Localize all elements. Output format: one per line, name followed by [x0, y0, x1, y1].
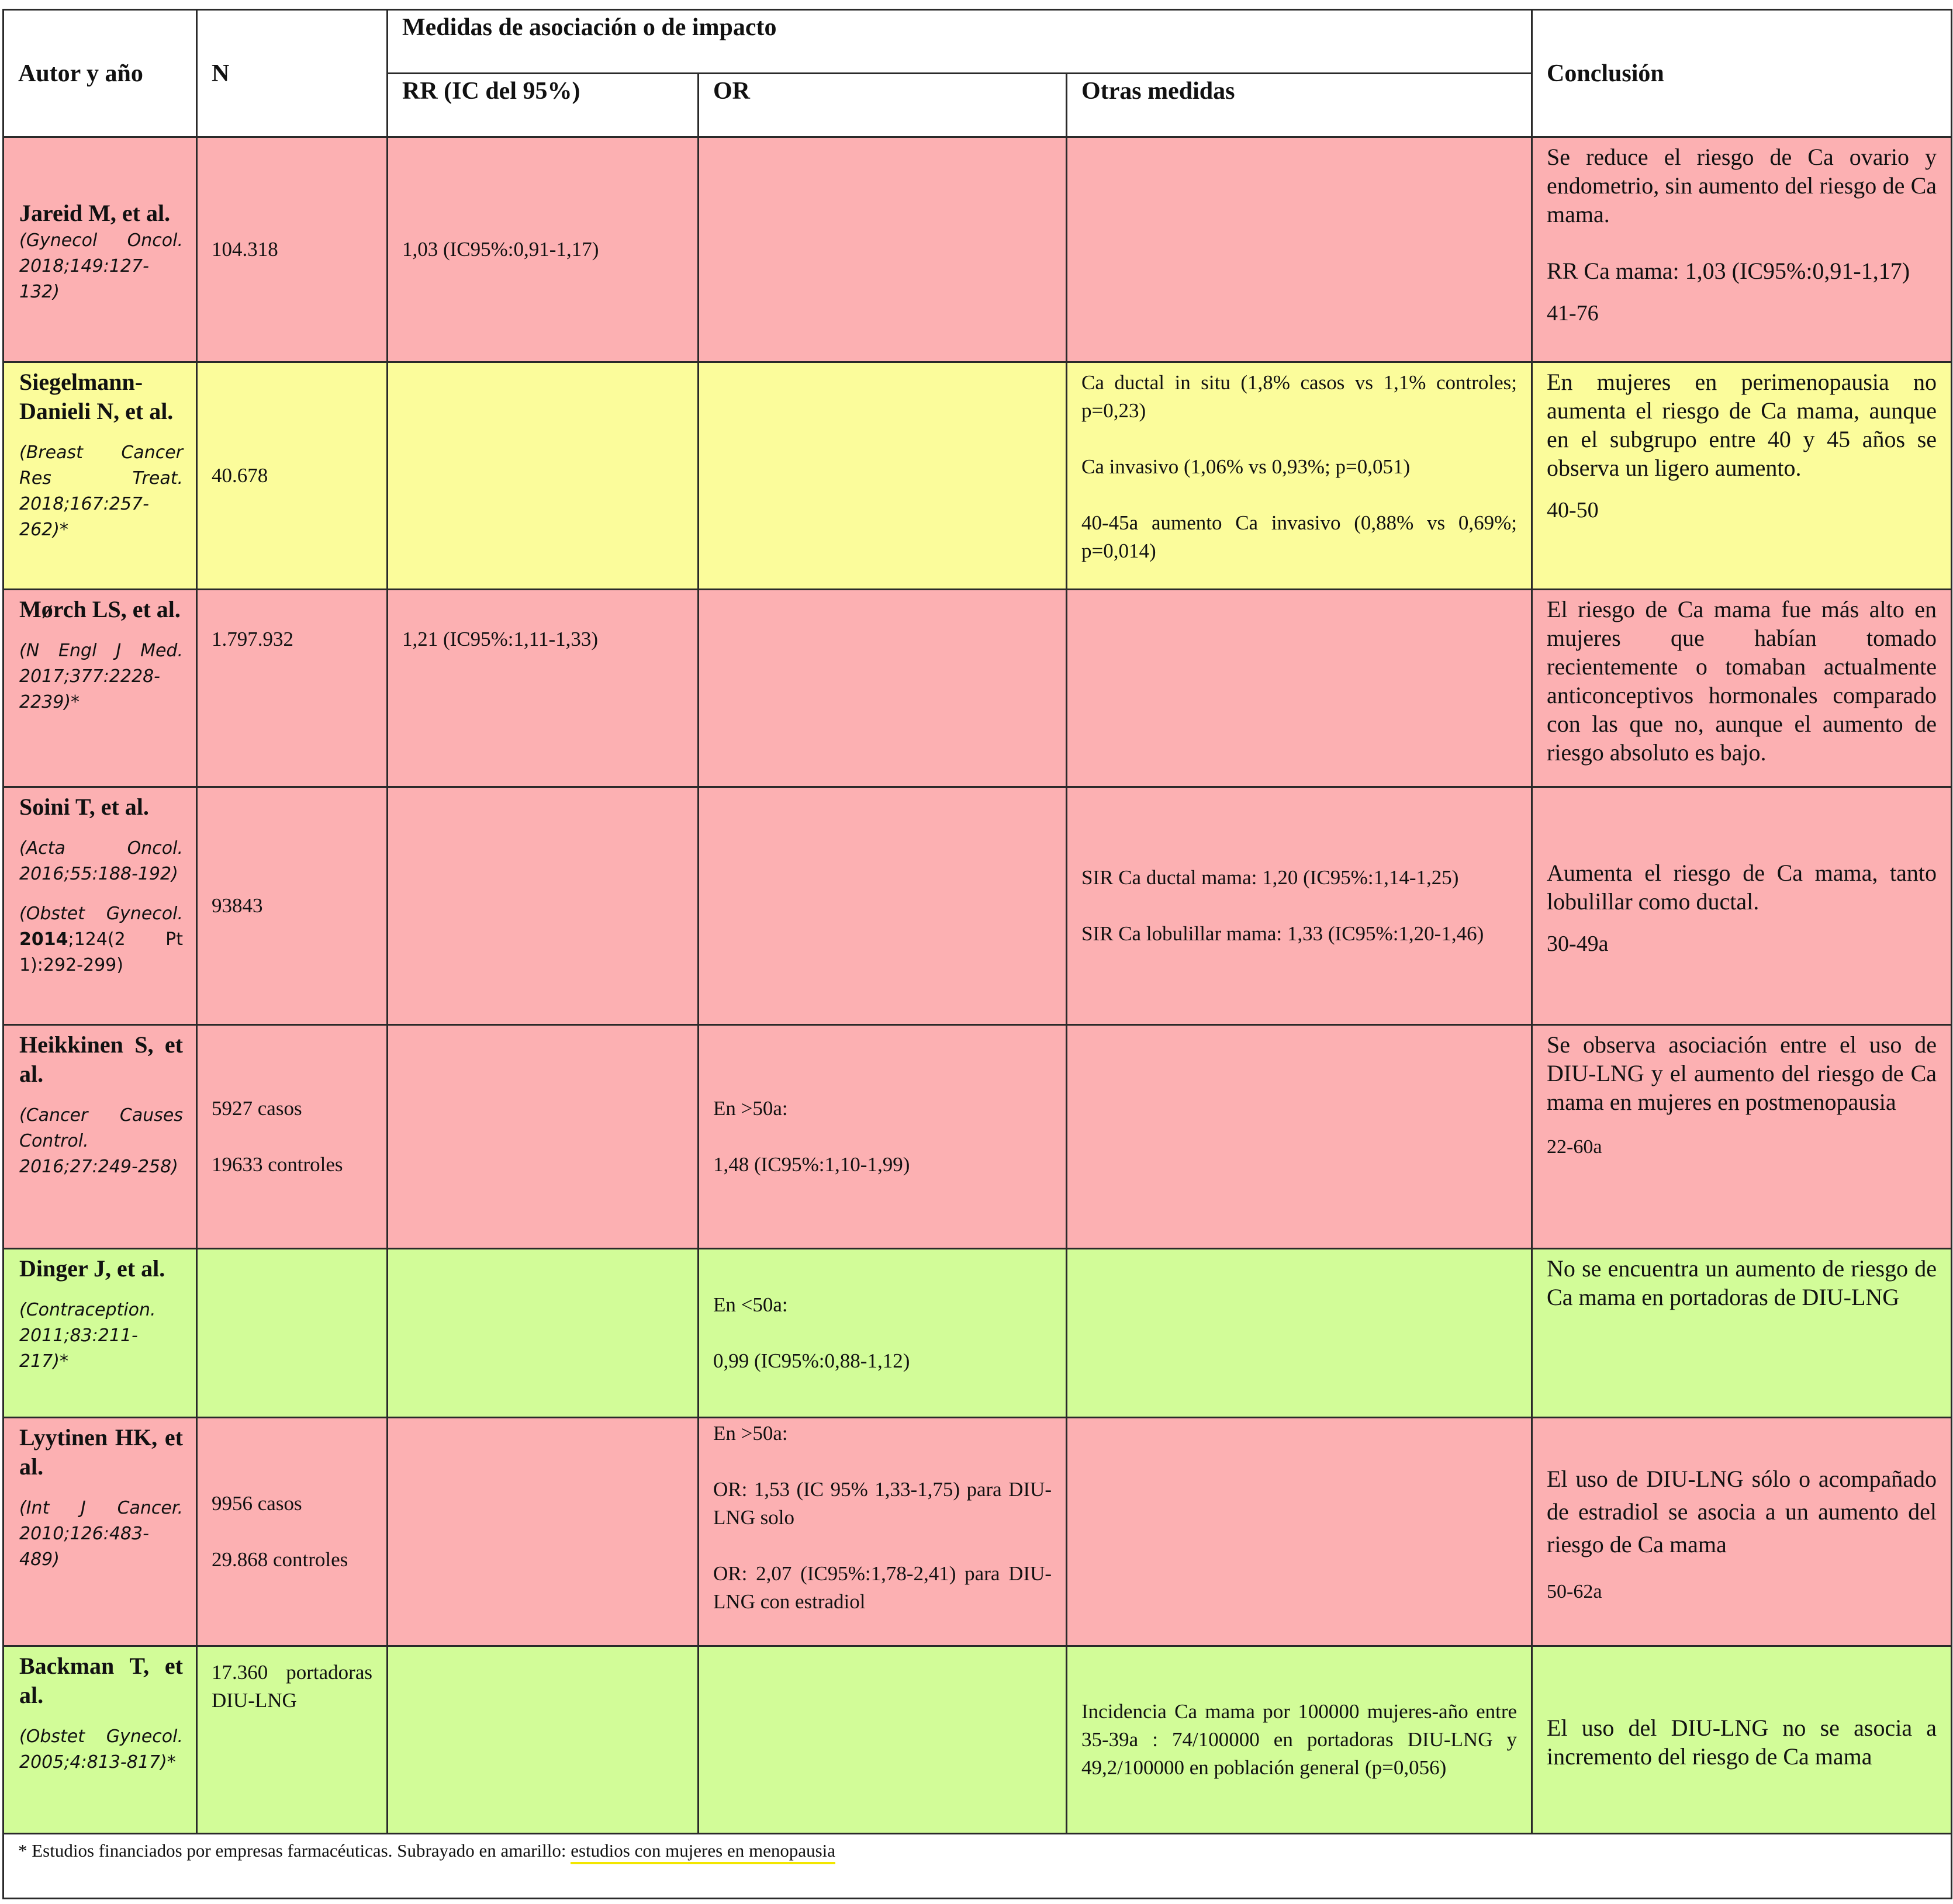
reference [19, 440, 183, 543]
conclusion-cell [1532, 590, 1952, 787]
conclusion-cell [1532, 1418, 1952, 1646]
reference-text: (Contraception. 2011;83:211-217)* [19, 1300, 156, 1372]
author-name: Soini T, et al. [19, 794, 149, 820]
measure-text: SIR Ca ductal mama: 1,20 (IC95%:1,14-1,25) [1081, 866, 1459, 889]
conclusion-text: Se observa asociación entre el uso de DIU-LNG y el aumento del riesgo de Ca mama en mujeres en postmenopausia [1547, 1031, 1937, 1115]
table-row [4, 137, 1952, 362]
n-cell [197, 1646, 388, 1834]
other-measures-cell [1067, 1249, 1532, 1418]
reference-text: (Obstet Gynecol. 2005;4:813-817)* [19, 1726, 183, 1773]
rr-cell [388, 362, 699, 590]
footnote-row [4, 1834, 1952, 1899]
table-row [4, 1249, 1952, 1418]
header-row-1 [4, 10, 1952, 74]
n-cell [197, 137, 388, 362]
reference [19, 638, 183, 715]
author-name: Backman T, et al. [19, 1653, 183, 1708]
conclusion-cell [1532, 1249, 1952, 1418]
conclusion-text: El riesgo de Ca mama fue más alto en mujeres que habían tomado recientemente o tomaban actualmente anticonceptivos hormonales comparado con las que no, aunque el aumento de riesgo absoluto es bajo. [1547, 596, 1937, 766]
author-name: Mørch LS, et al. [19, 596, 181, 622]
conclusion-text: Aumenta el riesgo de Ca mama, tanto lobulillar como ductal. [1547, 859, 1937, 915]
or-text: En >50a: [713, 1422, 788, 1445]
reference [19, 1495, 183, 1573]
reference [19, 1297, 183, 1375]
rr-value: 1,03 (IC95%:0,91-1,17) [402, 238, 599, 261]
header-conclusion: Conclusión [1532, 10, 1952, 137]
other-measures-cell [1067, 1646, 1532, 1834]
measure-text: Incidencia Ca mama por 100000 mujeres-año entre 35-39a : 74/100000 en portadoras DIU-LNG y 49,2/100000 en población general (p=0,056) [1081, 1700, 1518, 1779]
conclusion-text: Se reduce el riesgo de Ca ovario y endometrio, sin aumento del riesgo de Ca mama. [1547, 144, 1937, 227]
footnote-text: * Estudios financiados por empresas farmacéuticas. Subrayado en amarillo: [18, 1840, 571, 1861]
conclusion-cell [1532, 1646, 1952, 1834]
author-name: Dinger J, et al. [19, 1255, 165, 1282]
reference-2 [19, 901, 183, 978]
or-value: 1,48 (IC95%:1,10-1,99) [713, 1153, 910, 1176]
studies-table [2, 9, 1952, 1899]
header-rr: RR (IC del 95%) [388, 74, 699, 137]
or-text: En <50a: [713, 1293, 788, 1316]
table-row [4, 590, 1952, 787]
or-cell [699, 137, 1067, 362]
n-cell [197, 787, 388, 1025]
measure-text: Ca invasivo (1,06% vs 0,93%; p=0,051) [1081, 455, 1411, 478]
author-name: Siegelmann-Danieli N, et al. [19, 369, 174, 424]
author-name: Jareid M, et al. [19, 200, 171, 226]
author-cell [4, 1418, 197, 1646]
table-row [4, 1646, 1952, 1834]
reference-text: ;124(2 Pt 1):292-299) [19, 929, 183, 975]
reference [19, 228, 183, 305]
author-cell [4, 362, 197, 590]
rr-cell [388, 1249, 699, 1418]
or-cell [699, 1646, 1067, 1834]
other-measures-cell [1067, 1418, 1532, 1646]
conclusion-text: El uso de DIU-LNG sólo o acompañado de estradiol se asocia a un aumento del riesgo de Ca mama [1547, 1465, 1937, 1557]
reference-text: (Gynecol Oncol. 2018;149:127-132) [19, 230, 183, 302]
or-text: En >50a: [713, 1097, 788, 1120]
other-measures-cell [1067, 787, 1532, 1025]
or-cell [699, 362, 1067, 590]
n-value: 17.360 portadoras DIU-LNG [212, 1661, 372, 1712]
author-cell [4, 1025, 197, 1249]
reference-text: (Acta Oncol. 2016;55:188-192) [19, 838, 183, 884]
rr-cell [388, 137, 699, 362]
conclusion-cell [1532, 787, 1952, 1025]
other-measures-cell [1067, 137, 1532, 362]
conclusion-text: En mujeres en perimenopausia no aumenta el riesgo de Ca mama, aunque en el subgrupo entre 40 y 45 años se observa un ligero aumento. [1547, 369, 1937, 481]
n-value: 19633 controles [212, 1153, 343, 1176]
rr-cell [388, 1025, 699, 1249]
conclusion-cell [1532, 137, 1952, 362]
header-author-year: Autor y año [4, 10, 197, 137]
n-value: 1.797.932 [212, 628, 293, 650]
reference-year: 2014 [19, 929, 68, 950]
header-or: OR [699, 74, 1067, 137]
reference-text: (Int J Cancer. 2010;126:483-489) [19, 1498, 183, 1570]
author-cell [4, 787, 197, 1025]
header-association-measures: Medidas de asociación o de impacto [388, 10, 1532, 74]
or-cell [699, 590, 1067, 787]
table-row [4, 362, 1952, 590]
n-cell [197, 1025, 388, 1249]
table-row [4, 1025, 1952, 1249]
n-value: 29.868 controles [212, 1548, 348, 1571]
reference-text: (N Engl J Med. 2017;377:2228-2239)* [19, 641, 183, 712]
rr-cell [388, 1418, 699, 1646]
table-row [4, 1418, 1952, 1646]
or-cell [699, 1418, 1067, 1646]
n-value: 40.678 [212, 464, 268, 487]
conclusion-cell [1532, 362, 1952, 590]
conclusion-text: RR Ca mama: 1,03 (IC95%:0,91-1,17) [1547, 258, 1910, 284]
author-name: Heikkinen S, et al. [19, 1031, 183, 1087]
n-cell [197, 1249, 388, 1418]
measure-text: 40-45a aumento Ca invasivo (0,88% vs 0,69%; p=0,014) [1081, 511, 1518, 562]
reference [19, 836, 183, 887]
author-cell [4, 1646, 197, 1834]
reference [19, 1724, 183, 1775]
studies-table-container [2, 9, 1951, 1899]
conclusion-text: No se encuentra un aumento de riesgo de Ca mama en portadoras de DIU-LNG [1547, 1255, 1937, 1310]
conclusion-cell [1532, 1025, 1952, 1249]
other-measures-cell [1067, 1025, 1532, 1249]
author-cell [4, 1249, 197, 1418]
n-value: 9956 casos [212, 1492, 302, 1515]
conclusion-text: El uso del DIU-LNG no se asocia a incremento del riesgo de Ca mama [1547, 1715, 1937, 1770]
reference [19, 1103, 183, 1180]
n-cell [197, 362, 388, 590]
measure-text: Ca ductal in situ (1,8% casos vs 1,1% controles; p=0,23) [1081, 371, 1518, 422]
or-cell [699, 1249, 1067, 1418]
footnote-underlined: estudios con mujeres en menopausia [571, 1840, 835, 1864]
age-range: 50-62a [1547, 1580, 1602, 1602]
or-value: OR: 2,07 (IC95%:1,78-2,41) para DIU-LNG con estradiol [713, 1562, 1052, 1613]
other-measures-cell [1067, 590, 1532, 787]
footnote [4, 1834, 1952, 1899]
or-value: 0,99 (IC95%:0,88-1,12) [713, 1349, 910, 1372]
or-cell [699, 1025, 1067, 1249]
reference-text: (Cancer Causes Control. 2016;27:249-258) [19, 1105, 183, 1177]
age-range: 40-50 [1547, 498, 1599, 522]
age-range: 22-60a [1547, 1136, 1602, 1158]
rr-cell [388, 787, 699, 1025]
or-cell [699, 787, 1067, 1025]
rr-cell [388, 590, 699, 787]
n-value: 93843 [212, 894, 263, 917]
header-other-measures: Otras medidas [1067, 74, 1532, 137]
n-cell [197, 1418, 388, 1646]
reference-text: (Breast Cancer Res Treat. 2018;167:257-262)* [19, 442, 183, 540]
age-range: 30-49a [1547, 931, 1609, 956]
other-measures-cell [1067, 362, 1532, 590]
reference-text: (Obstet Gynecol. [19, 903, 183, 924]
n-cell [197, 590, 388, 787]
rr-cell [388, 1646, 699, 1834]
n-value: 5927 casos [212, 1097, 302, 1120]
measure-text: SIR Ca lobulillar mama: 1,33 (IC95%:1,20-1,46) [1081, 922, 1484, 945]
age-range: 41-76 [1547, 301, 1599, 326]
author-cell [4, 590, 197, 787]
author-name: Lyytinen HK, et al. [19, 1424, 183, 1480]
table-row [4, 787, 1952, 1025]
author-cell [4, 137, 197, 362]
header-n: N [197, 10, 388, 137]
n-value: 104.318 [212, 238, 278, 261]
or-value: OR: 1,53 (IC 95% 1,33-1,75) para DIU-LNG solo [713, 1478, 1052, 1529]
rr-value: 1,21 (IC95%:1,11-1,33) [402, 628, 599, 650]
